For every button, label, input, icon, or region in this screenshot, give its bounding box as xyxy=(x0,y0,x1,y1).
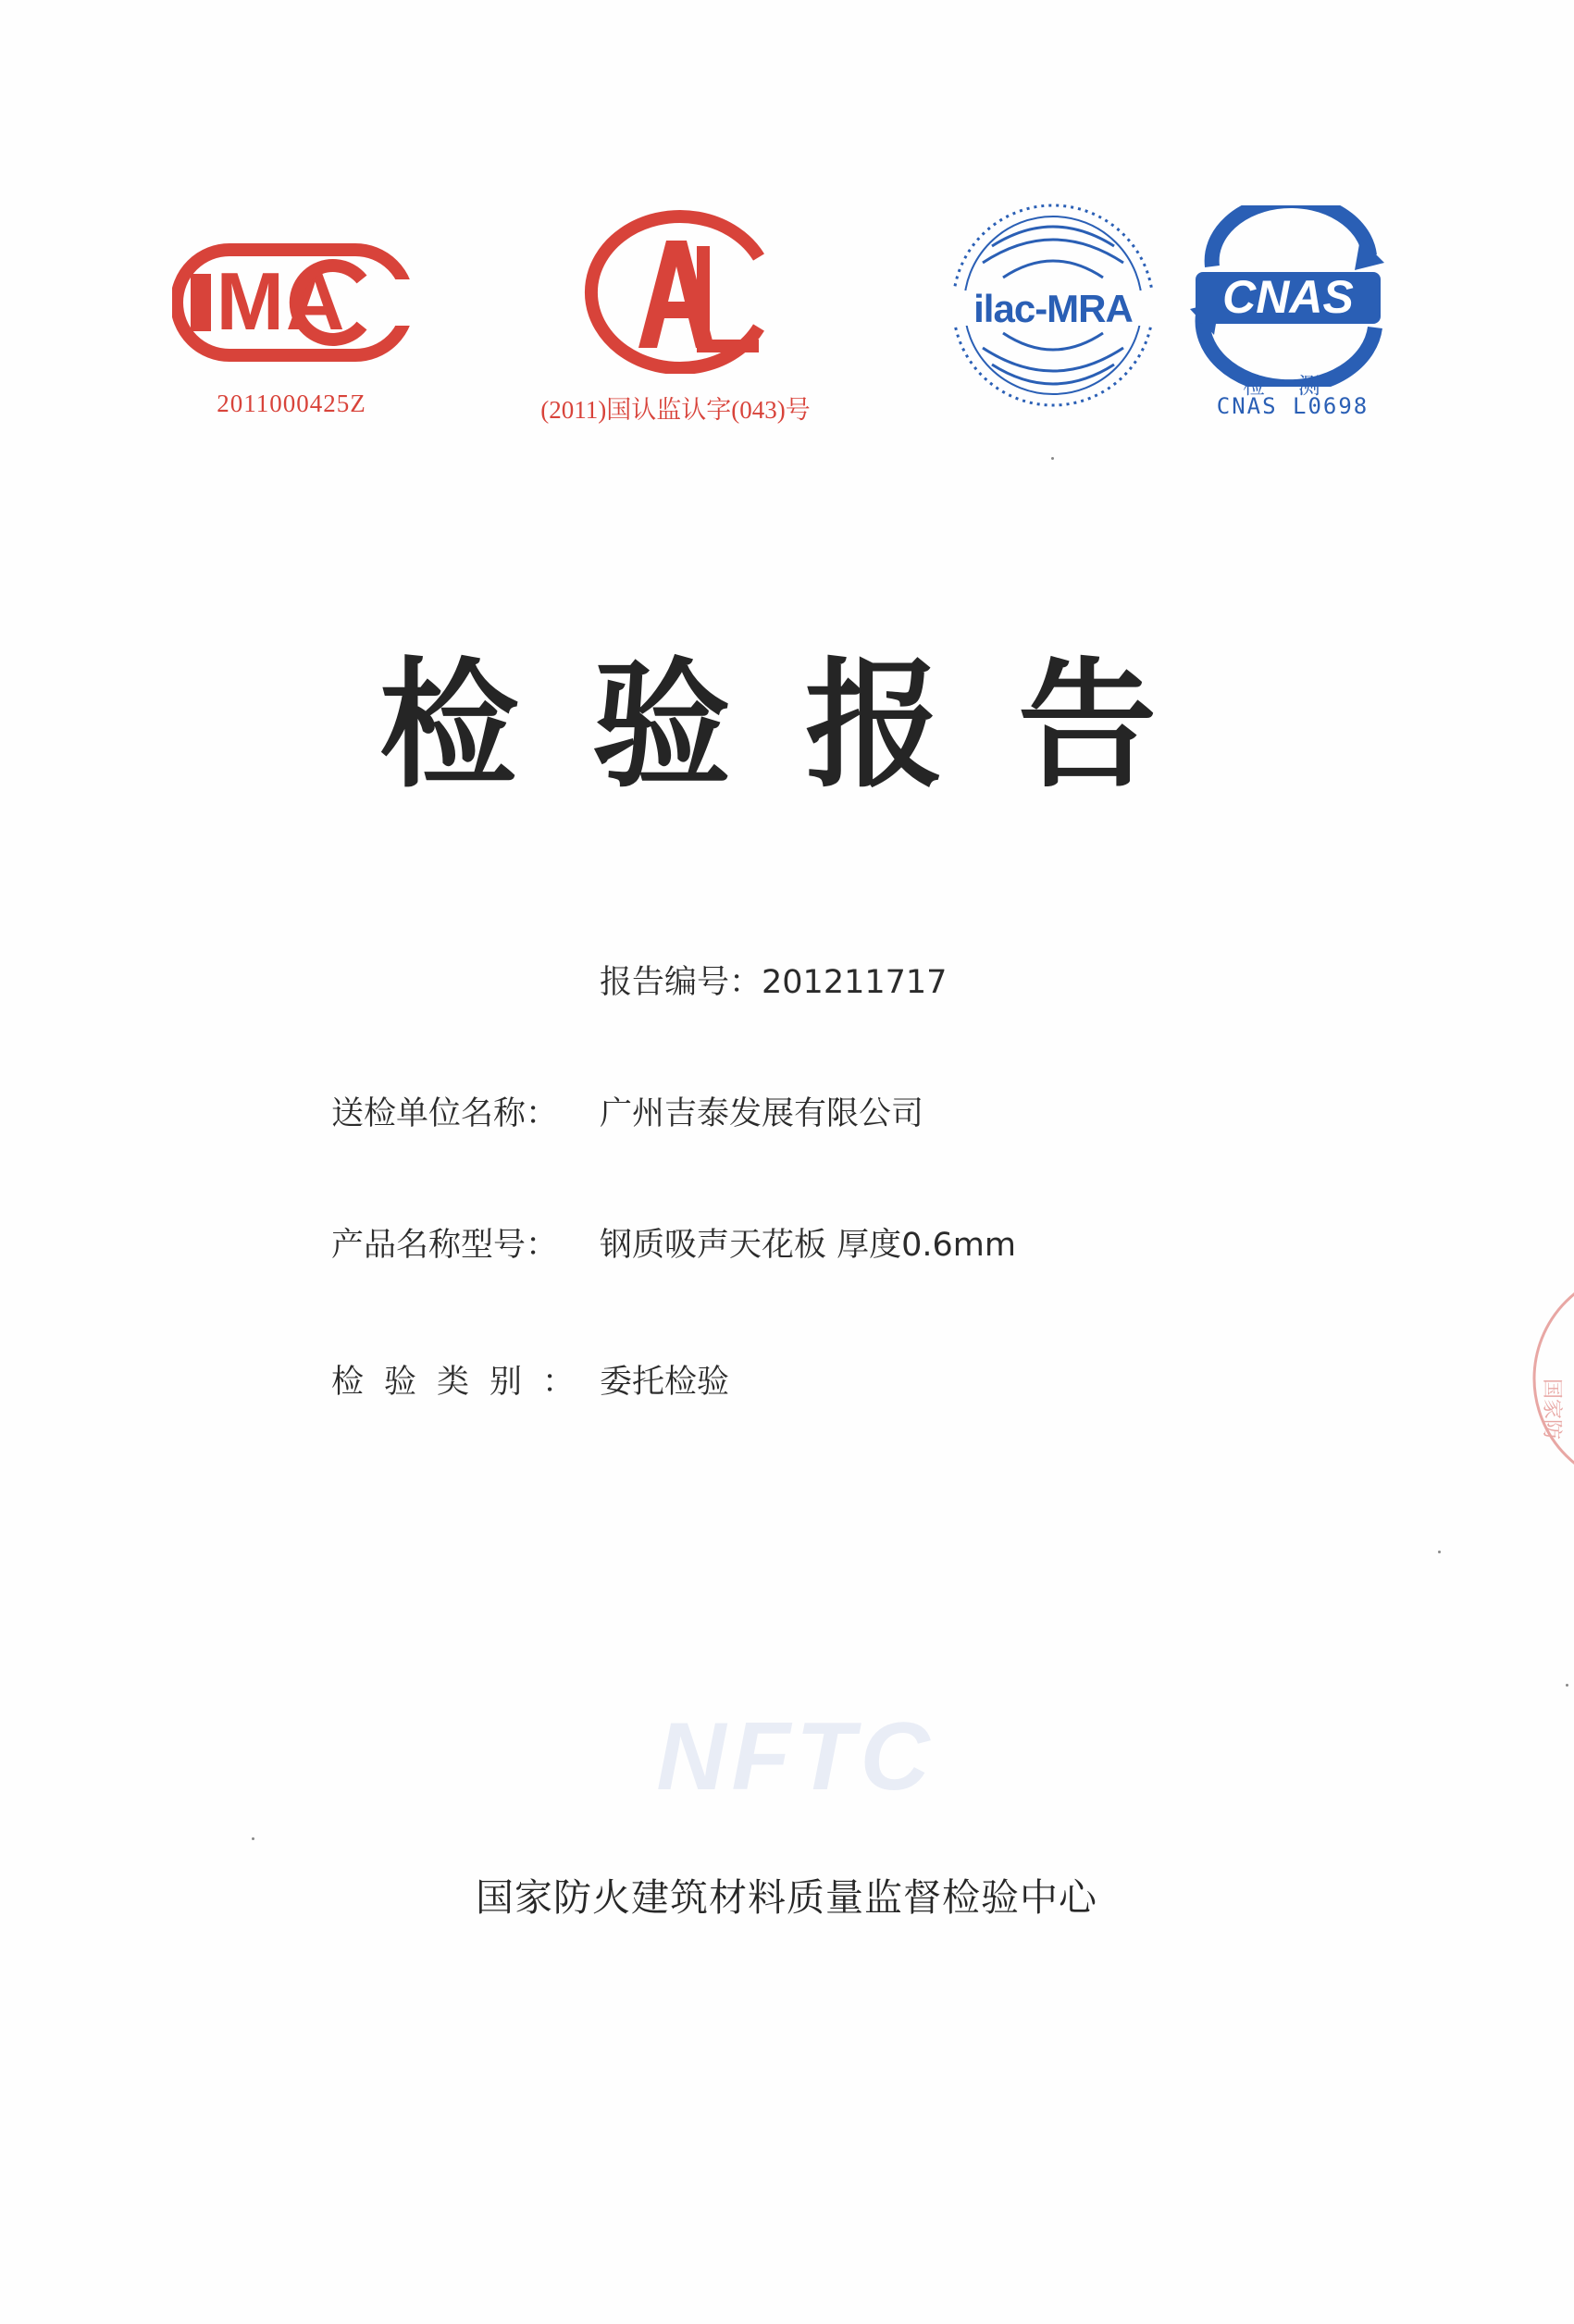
field-value: 广州吉泰发展有限公司 xyxy=(600,1095,924,1132)
cma-certificate-code: 2011000425Z xyxy=(217,389,366,417)
field-value: 委托检验 xyxy=(600,1364,730,1401)
scan-speck xyxy=(252,1837,254,1840)
svg-text:ilac-MRA: ilac-MRA xyxy=(973,287,1133,330)
svg-text:CNAS: CNAS xyxy=(1222,271,1354,323)
cnas-accreditation-code: CNAS L0698 xyxy=(1216,393,1370,419)
field-label: 送检单位名称： xyxy=(331,1095,559,1132)
cma-logo xyxy=(172,242,413,363)
report-number-label: 报告编号： xyxy=(600,964,762,1001)
page-title: 检验报告 xyxy=(378,646,1231,807)
svg-text:国家防: 国家防 xyxy=(1540,1378,1563,1440)
field-inspection-type xyxy=(331,1356,729,1403)
red-seal-stamp xyxy=(1514,1267,1574,1490)
svg-text:MA: MA xyxy=(216,255,347,347)
field-submitting-company xyxy=(331,1088,923,1134)
field-value: 钢质吸声天花板 厚度0.6mm xyxy=(600,1227,1016,1264)
nftc-watermark: NFTC xyxy=(656,1703,936,1811)
issuing-authority: 国家防火建筑材料质量监督检验中心 xyxy=(476,1875,1097,1920)
ilac-mra-logo xyxy=(946,198,1160,413)
cnas-logo xyxy=(1179,205,1395,387)
field-product-model xyxy=(331,1219,1016,1266)
report-number xyxy=(600,957,947,1003)
cal-logo xyxy=(574,209,779,374)
field-label: 检验类别： xyxy=(331,1364,596,1401)
field-label: 产品名称型号： xyxy=(331,1227,559,1264)
cal-certificate-code: (2011)国认监认字(043)号 xyxy=(540,396,811,424)
scan-speck xyxy=(1051,457,1054,460)
scan-speck xyxy=(1566,1684,1568,1687)
report-number-value: 201211717 xyxy=(762,964,948,1001)
scan-speck xyxy=(1438,1551,1441,1553)
cnas-subtitle: 检 测 xyxy=(1243,373,1333,399)
